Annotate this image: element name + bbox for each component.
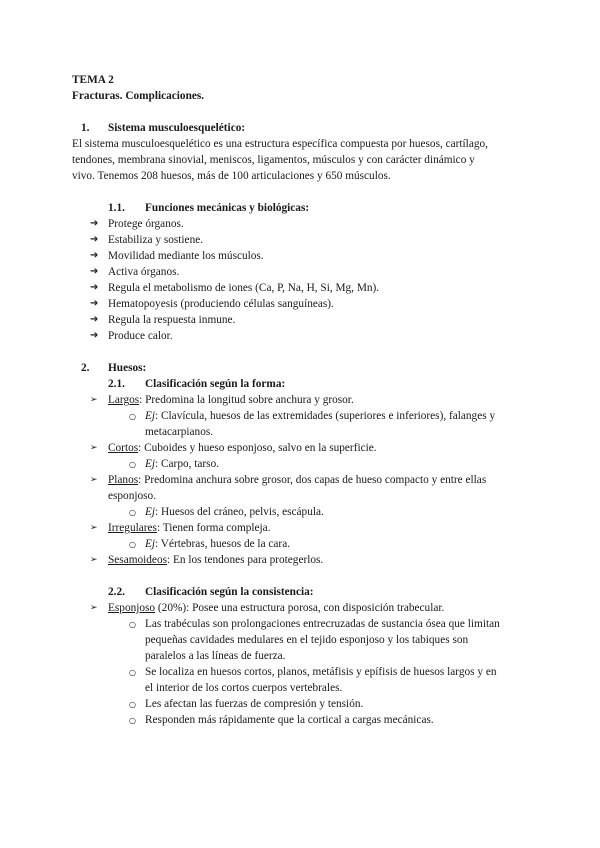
subsection-2-2-number: 2.2. [108, 586, 125, 598]
arrow-bullet-icon: ➔ [90, 330, 99, 341]
circle-bullet-icon: ○ [129, 700, 136, 709]
list-item: Largos: Predomina la longitud sobre anchura y grosor. [108, 394, 354, 406]
sub-bullet-line: Responden más rápidamente que la cortical a cargas mecánicas. [145, 714, 434, 726]
list-item: Regula el metabolismo de iones (Ca, P, Na, H, Si, Mg, Mn). [108, 282, 380, 294]
triangle-bullet-icon: ➢ [90, 603, 98, 613]
circle-bullet-icon: ○ [129, 716, 136, 725]
triangle-bullet-icon: ➢ [90, 395, 98, 405]
subsection-1-1-title: Funciones mecánicas y biológicas: [145, 202, 310, 214]
list-item: Planos: Predomina anchura sobre grosor, dos capas de hueso compacto y entre ellas [108, 474, 487, 486]
bone-type-term: Esponjoso [108, 602, 156, 614]
arrow-bullet-icon: ➔ [90, 250, 99, 261]
section-1-paragraph-line: El sistema musculoesquelético es una estructura específica compuesta por huesos, cartílago, [72, 138, 488, 150]
list-item: Activa órganos. [108, 266, 180, 278]
list-item: Estabiliza y sostiene. [108, 234, 204, 246]
list-item: Sesamoideos: En los tendones para protegerlos. [108, 554, 324, 566]
sub-bullet-line: paralelos a las líneas de fuerza. [145, 650, 286, 662]
section-1-title: Sistema musculoesquelético: [108, 122, 246, 134]
circle-bullet-icon: ○ [129, 620, 136, 629]
subsection-2-1-number: 2.1. [108, 378, 125, 390]
circle-bullet-icon: ○ [129, 668, 136, 677]
list-item: Irregulares: Tienen forma compleja. [108, 522, 271, 534]
circle-bullet-icon: ○ [129, 460, 136, 469]
list-item: Hematopoyesis (produciendo células sanguíneas). [108, 298, 334, 310]
section-1-number: 1. [81, 122, 90, 134]
bone-type-term: Irregulares [108, 522, 157, 534]
triangle-bullet-icon: ➢ [90, 523, 98, 533]
sub-bullet-line: Las trabéculas son prolongaciones entrecruzadas de sustancia ósea que limitan [145, 618, 500, 630]
subsection-1-1-number: 1.1. [108, 202, 125, 214]
circle-bullet-icon: ○ [129, 412, 136, 421]
example-line: Ej: Huesos del cráneo, pelvis, escápula. [145, 506, 324, 518]
triangle-bullet-icon: ➢ [90, 443, 98, 453]
bone-type-term: Sesamoideos [108, 554, 167, 566]
arrow-bullet-icon: ➔ [90, 298, 99, 309]
section-1-paragraph-line: vivo. Tenemos 208 huesos, más de 100 articulaciones y 650 músculos. [72, 170, 391, 182]
sub-bullet-line: Les afectan las fuerzas de compresión y tensión. [145, 698, 364, 710]
arrow-bullet-icon: ➔ [90, 218, 99, 229]
list-item: Movilidad mediante los músculos. [108, 250, 264, 262]
arrow-bullet-icon: ➔ [90, 234, 99, 245]
bone-type-term: Largos [108, 394, 140, 406]
arrow-bullet-icon: ➔ [90, 282, 99, 293]
sub-bullet-line: el interior de los cortos cuerpos vertebrales. [145, 682, 343, 694]
triangle-bullet-icon: ➢ [90, 555, 98, 565]
circle-bullet-icon: ○ [129, 508, 136, 517]
list-item: Produce calor. [108, 330, 173, 342]
sub-bullet-line: pequeñas cavidades medulares en el tejido esponjoso y los tabiques son [145, 634, 469, 646]
section-2-title: Huesos: [108, 362, 147, 374]
arrow-bullet-icon: ➔ [90, 314, 99, 325]
sub-bullet-line: Se localiza en huesos cortos, planos, metáfisis y epífisis de huesos largos y en [145, 666, 497, 678]
list-item: Cortos: Cuboides y hueso esponjoso, salvo en la superficie. [108, 442, 377, 454]
section-2-number: 2. [81, 362, 90, 374]
circle-bullet-icon: ○ [129, 540, 136, 549]
bone-type-term: Planos [108, 474, 139, 486]
example-line-continued: metacarpianos. [145, 426, 214, 438]
tema-heading: TEMA 2 [72, 74, 114, 86]
example-line: Ej: Clavícula, huesos de las extremidades (superiores e inferiores), falanges y [145, 410, 496, 422]
triangle-bullet-icon: ➢ [90, 475, 98, 485]
list-item: Esponjoso (20%): Posee una estructura porosa, con disposición trabecular. [108, 602, 445, 614]
arrow-bullet-icon: ➔ [90, 266, 99, 277]
section-1-paragraph-line: tendones, membrana sinovial, meniscos, ligamentos, músculos y con carácter dinámico y [72, 154, 475, 166]
subsection-2-1-title: Clasificación según la forma: [145, 378, 286, 390]
subsection-2-2-title: Clasificación según la consistencia: [145, 586, 314, 598]
example-line: Ej: Carpo, tarso. [145, 458, 220, 470]
list-item: Protege órganos. [108, 218, 184, 230]
example-line: Ej: Vértebras, huesos de la cara. [145, 538, 291, 550]
tema-subtitle: Fracturas. Complicaciones. [72, 90, 205, 102]
list-item-continued: esponjoso. [108, 490, 157, 502]
list-item: Regula la respuesta inmune. [108, 314, 236, 326]
bone-type-term: Cortos [108, 442, 139, 454]
